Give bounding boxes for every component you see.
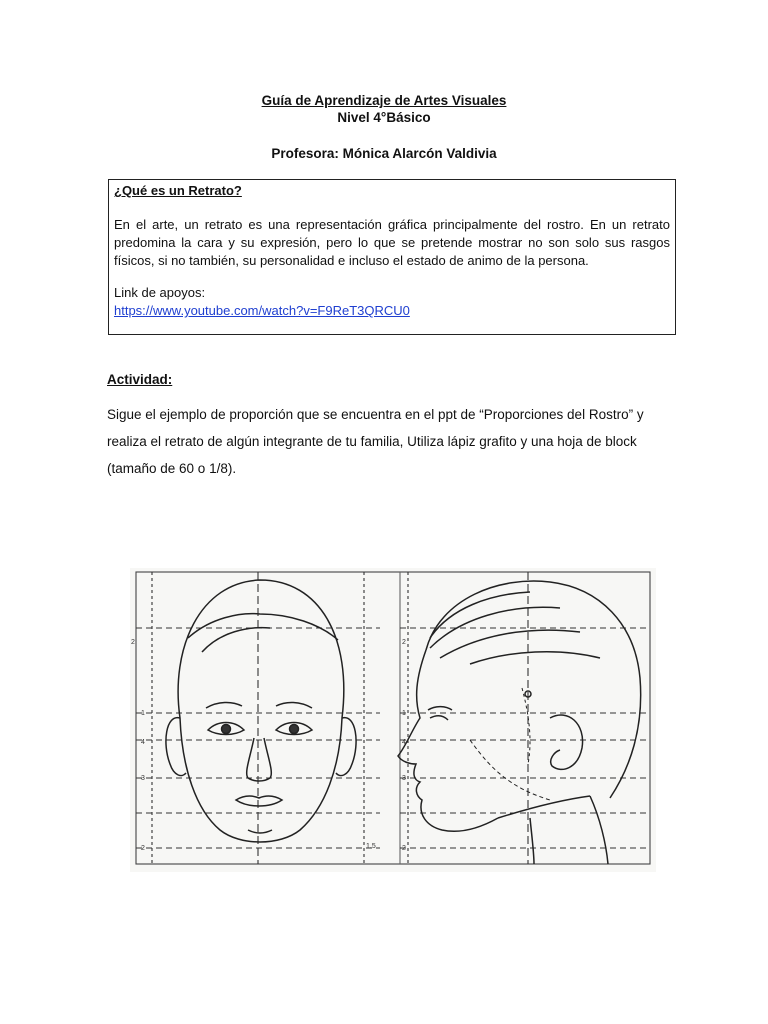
right-mark-5: 2	[402, 845, 406, 852]
profile-view-grid	[400, 572, 650, 864]
left-mark-3: 4	[141, 739, 145, 746]
right-mark-1: 2	[402, 639, 406, 646]
bottom-mark: 1.5	[366, 843, 376, 850]
right-mark-4: 3	[402, 775, 406, 782]
right-mark-2: 1	[402, 710, 406, 717]
left-mark-2: 1	[141, 710, 145, 717]
document-level: Nivel 4°Básico	[337, 110, 431, 125]
info-box-heading: ¿Qué es un Retrato?	[114, 183, 242, 198]
profile-face-sketch	[398, 581, 641, 864]
front-face-sketch	[166, 580, 356, 842]
document-title: Guía de Aprendizaje de Artes Visuales	[261, 93, 507, 108]
teacher-name: Profesora: Mónica Alarcón Valdivia	[271, 146, 497, 161]
info-box-paragraph: En el arte, un retrato es una representación gráfica principalmente del rostro. En un retrato predomina la cara y su expresión, pero lo que se pretende mostrar no son solo sus rasgos físicos, si no también, su personalidad e incluso el estado de animo de la persona.	[114, 217, 670, 268]
right-mark-3: 4	[402, 739, 406, 746]
left-mark-5: 2	[141, 845, 145, 852]
left-mark-1: 2	[131, 639, 135, 646]
link-label: Link de apoyos:	[114, 285, 206, 300]
activity-heading: Actividad:	[107, 372, 173, 387]
youtube-link[interactable]: https://www.youtube.com/watch?v=F9ReT3QRCU0	[114, 303, 410, 318]
info-box	[108, 179, 676, 335]
activity-text: Sigue el ejemplo de proporción que se encuentra en el ppt de “Proporciones del Rostro” y realiza el retrato de algún integrante de tu familia, Utiliza lápiz grafito y una hoja de block (tamaño de 60 o 1/8).	[107, 407, 644, 476]
face-proportions-figure	[130, 568, 656, 872]
left-mark-4: 3	[141, 775, 145, 782]
